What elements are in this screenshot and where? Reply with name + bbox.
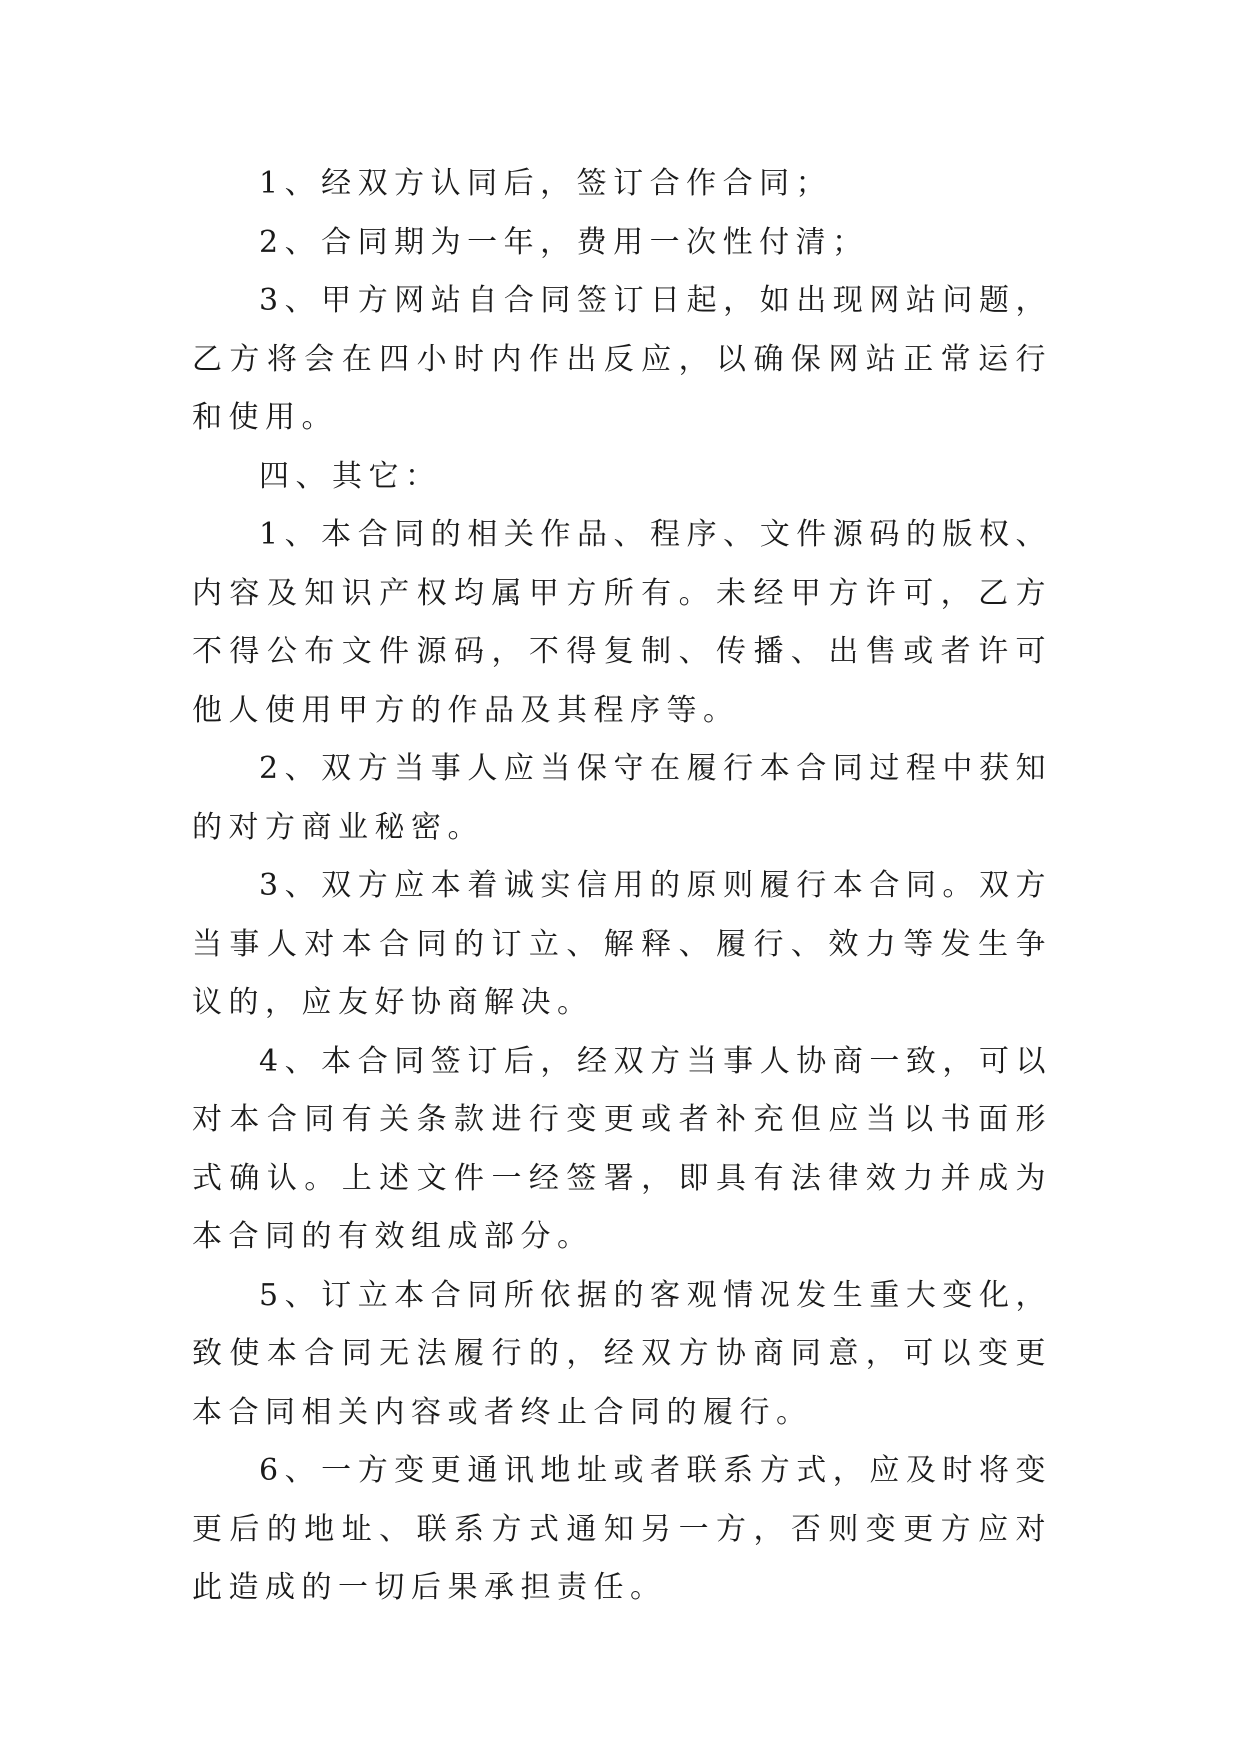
clause-paragraph: 2、合同期为一年，费用一次性付清； xyxy=(259,224,869,260)
section-heading: 四、其它： xyxy=(259,458,442,494)
clause-paragraph: 2、双方当事人应当保守在履行本合同过程中获知的对方商业秘密。 xyxy=(192,751,1052,845)
clause-paragraph: 1、经双方认同后，签订合作合同； xyxy=(259,166,833,201)
clause-paragraph: 6、一方变更通讯地址或者联系方式，应及时将变更后的地址、联系方式通知另一方，否则变更方应对此造成的一切后果承担责任。 xyxy=(192,1453,1052,1605)
clause-paragraph: 4、本合同签订后，经双方当事人协商一致，可以对本合同有关条款进行变更或者补充但应当以书面形式确认。上述文件一经签署，即具有法律效力并成为本合同的有效组成部分。 xyxy=(192,1043,1052,1254)
clause-paragraph: 3、甲方网站自合同签订日起，如出现网站问题，乙方将会在四小时内作出反应，以确保网站正常运行和使用。 xyxy=(192,283,1052,435)
clause-paragraph: 3、双方应本着诚实信用的原则履行本合同。双方当事人对本合同的订立、解释、履行、效力等发生争议的，应友好协商解决。 xyxy=(192,868,1052,1020)
clause-paragraph: 1、本合同的相关作品、程序、文件源码的版权、内容及知识产权均属甲方所有。未经甲方许可，乙方不得公布文件源码，不得复制、传播、出售或者许可他人使用甲方的作品及其程序等。 xyxy=(192,517,1052,728)
clause-paragraph: 5、订立本合同所依据的客观情况发生重大变化，致使本合同无法履行的，经双方协商同意，可以变更本合同相关内容或者终止合同的履行。 xyxy=(192,1277,1052,1430)
document-page xyxy=(192,155,1052,1618)
